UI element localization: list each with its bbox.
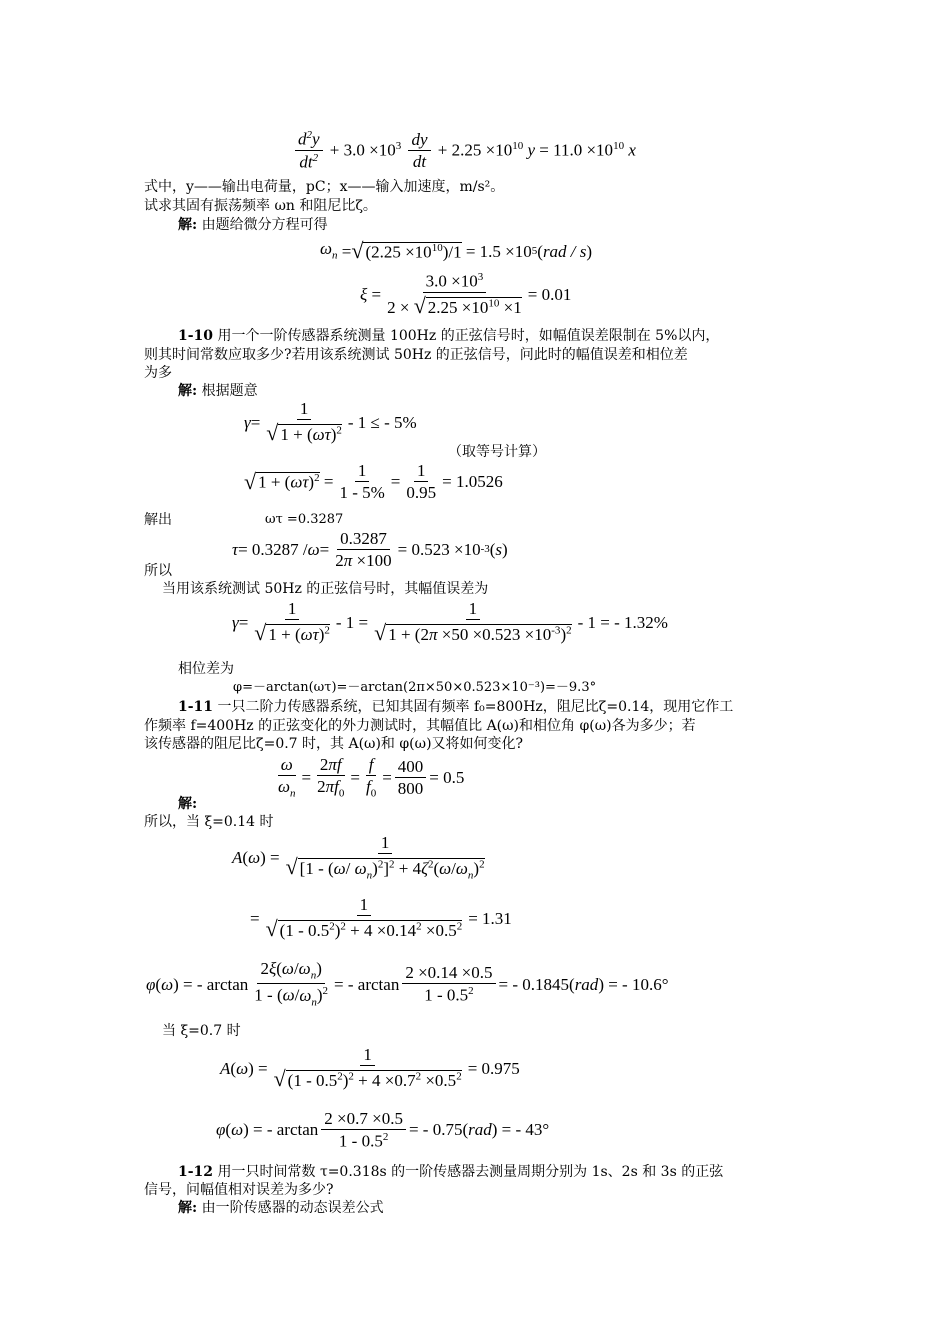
problem-1-11-line-2: 作频率 f=400Hz 的正弦变化的外力测试时，其幅值比 A(ω)和相位角 φ(ω)各为多少；若 (144, 718, 696, 734)
solution-label-3 (178, 794, 197, 814)
problem-1-12-number: 1-12 (178, 1164, 214, 1180)
solution-line-1 (178, 215, 328, 235)
equation-amplitude-07: A ( ω ) = $\frac{1}{√ (1 - 0.5^2)^2 + 4 \times 0.7^2 \times 0.5^2}$ = 0.975 (220, 1045, 520, 1091)
problem-1-10-line-3: 为多 (144, 365, 172, 381)
problem-1-12-line-2: 信号，问幅值相对误差为多少? (144, 1182, 334, 1198)
solution-line-2 (178, 381, 258, 401)
solution-text: 根据题意 (201, 383, 258, 399)
text-xi-07: 当 ξ=0.7 时 (162, 1023, 241, 1039)
equation-phase-07: φ ( ω ) = - arctan $\frac{2 \times 0.7 \times 0.5}{1 - 0.5^2}$ = - 0.75( rad ) = - 43° (216, 1109, 550, 1151)
text-omega-tau: ωτ =0.3287 (265, 512, 344, 527)
problem-1-10-number: 1-10 (178, 328, 214, 344)
text-find: 试求其固有振荡频率 ωn 和阻尼比ζ。 (144, 198, 377, 214)
text-50hz: 当用该系统测试 50Hz 的正弦信号时，其幅值误差为 (162, 581, 489, 597)
equation-gamma-limit: γ = $\frac{1}{√ 1 + (\omega\tau)^2}$ - 1 ≤ - 5% (244, 399, 417, 445)
problem-1-12-text-a: 用一只时间常数 τ=0.318s 的一阶传感器去测量周期分别为 1s、2s 和 3s 的正弦 (217, 1164, 724, 1180)
solution-label: 解: (178, 217, 198, 233)
problem-1-11-number: 1-11 (178, 699, 214, 715)
equation-frequency-ratio: $\frac{\omega}{\omega_n}$ = $\frac{2\pi f}{2\pi f_0}$ = $\frac{f}{f_0}$ = $\frac{400}{800}$ = 0.5 (278, 755, 465, 800)
text-xi-014: 所以，当 ξ=0.14 时 (144, 814, 274, 830)
equation-tau: τ = 0.3287 / ω = $\frac{0.3287}{2\pi \times 100}$ = 0.523 ×10 -3 ( s ) (232, 529, 508, 570)
equation-xi: ξ = $\frac{3.0 \times 10^3}{2 \times √ 2.25 \times 10^{10} \times 1}$ = 0.01 (360, 271, 572, 318)
equation-gamma-50hz: γ = $\frac{1}{√ 1 + (\omega\tau)^2}$ - 1 = $\frac{1}{√ 1 + (2\pi \times 50 \times 0.523 \times 10^{-3})^2}$ - 1 = - 1.32% (232, 599, 668, 645)
problem-1-10-line-2: 则其时间常数应取多少?若用该系统测试 50Hz 的正弦信号，问此时的幅值误差和相位差 (144, 347, 688, 363)
text-phase-label: 相位差为 (178, 661, 234, 677)
equation-phase-014: φ ( ω ) = - arctan $\frac{2\xi(\omega/\omega_n)}{1 - (\omega/\omega_n)^2}$ = - arctan $\frac{2 \times 0.14 \times 0.5}{1 - 0.5^2}$ = - 0.1845( rad ) = - 10.6° (146, 959, 669, 1009)
text-take-equal: （取等号计算） (448, 444, 546, 460)
equation-sqrt-value: √ $1 + (\omega\tau)^2$ = $\frac{1}{1 - 5\%}$ = $\frac{1}{0.95}$ = 1.0526 (244, 461, 503, 502)
solution-text: 由题给微分方程可得 (201, 217, 328, 233)
text-where: 式中，y——输出电荷量，pC；x——输入加速度，m/s²。 (144, 179, 505, 195)
problem-1-12-line-1 (178, 1162, 723, 1182)
equation-amplitude-general: A ( ω ) = $\frac{1}{√ [1 - (\omega/ \omega_n)^2]^2 + 4\zeta^2(\omega/\omega_n)^2}$ (232, 833, 485, 882)
problem-1-11-line-1 (178, 697, 733, 717)
solution-line-5 (178, 1198, 384, 1218)
equation-amplitude-014: = $\frac{1}{√ (1 - 0.5^2)^2 + 4 \times 0.14^2 \times 0.5^2}$ = 1.31 (250, 895, 512, 941)
equation-differential: $\frac{d^2y}{dt^2}$ + $3.0 \times 10^3$ $\frac{dy}{dt}$ + $2.25 \times 10^{10}$ $y = 11.0 \times 10^{10}$ x (292, 130, 636, 170)
equation-omega-n: $\omega_n$ = √ $(2.25 \times 10^{10})/1$ = 1.5 ×10 5 ( rad / s ) (320, 238, 593, 263)
text-jiechu: 解出 (144, 512, 172, 528)
problem-1-10-line-1 (178, 326, 719, 346)
problem-1-10-text-a: 用一个一阶传感器系统测量 100Hz 的正弦信号时，如幅值误差限制在 5%以内， (217, 328, 720, 344)
solution-label: 解: (178, 1200, 198, 1216)
text-suoyi: 所以 (144, 563, 172, 579)
problem-1-11-text-a: 一只二阶力传感器系统，已知其固有频率 f₀=800Hz，阻尼比ζ=0.14，现用它作工 (217, 699, 734, 715)
solution-label: 解: (178, 796, 198, 812)
solution-label: 解: (178, 383, 198, 399)
solution-text: 由一阶传感器的动态误差公式 (201, 1200, 384, 1216)
text-phase-value: φ=－arctan(ωτ)=－arctan(2π×50×0.523×10⁻³)=－9.3° (233, 680, 597, 695)
problem-1-11-line-3: 该传感器的阻尼比ζ=0.7 时，其 A(ω)和 φ(ω)又将如何变化? (144, 736, 524, 752)
